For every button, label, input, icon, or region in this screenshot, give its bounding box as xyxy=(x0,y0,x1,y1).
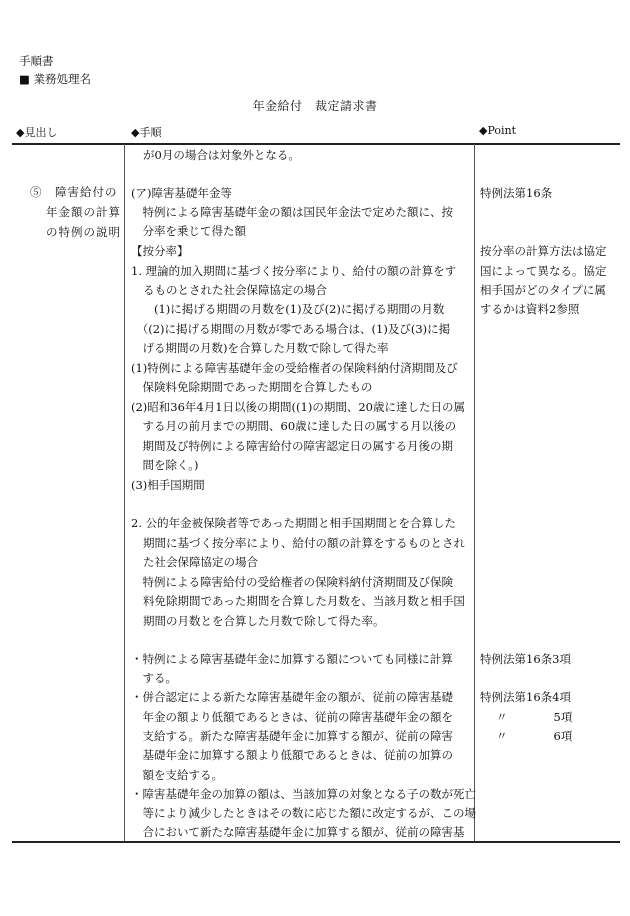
procedure-line: (1)特例による障害基礎年金の受給権者の保険料納付済期間及び xyxy=(131,361,458,375)
procedure-line: た社会保障協定の場合 xyxy=(143,555,258,569)
document-type: 手順書 xyxy=(19,54,54,68)
procedure-line: が0月の場合は対象外となる。 xyxy=(143,148,300,162)
procedure-line: 特例による障害給付の受給権者の保険料納付済期間及び保険 xyxy=(131,575,453,589)
procedure-line: ・特例による障害基礎年金に加算する額についても同様に計算 xyxy=(131,652,453,666)
point-note: 相手国がどのタイプに属 xyxy=(480,283,606,297)
procedure-line: 合において新たな障害基礎年金に加算する額が、従前の障害基 xyxy=(131,825,465,839)
procedure-line: 等により減少したときはその数に応じた額に改定するが、この場 xyxy=(131,806,476,820)
procedure-line: （(2)に掲げる期間の月数が零である場合は、(1)及び(3)に掲 xyxy=(131,322,451,336)
point-note: 〃 5項 xyxy=(496,710,573,724)
column-heading-point: ◆Point xyxy=(479,124,517,137)
procedure-line: 支給する。新たな障害基礎年金に加算する額が、従前の障害 xyxy=(131,729,453,743)
procedure-line: (ア)障害基礎年金等 xyxy=(131,186,232,200)
procedure-line: (1)に掲げる期間の月数を(1)及び(2)に掲げる期間の月数 xyxy=(131,302,445,316)
procedure-line: るものとされた社会保障協定の場合 xyxy=(143,283,327,297)
point-note: 〃 6項 xyxy=(496,729,573,743)
section-heading-line-3: の特例の説明 xyxy=(46,225,121,239)
procedure-line: 年金の額より低額であるときは、従前の障害基礎年金の額を xyxy=(131,710,453,724)
procedure-line: 期間及び特例による障害給付の障害認定日の属する月後の期 xyxy=(131,439,453,453)
procedure-line: する。 xyxy=(131,671,177,685)
procedure-line: げる期間の月数)を合算した月数で除して得た率 xyxy=(131,341,389,355)
table-top-rule xyxy=(12,143,620,145)
procedure-line: 額を支給する。 xyxy=(131,768,223,782)
page-title: 年金給付 裁定請求書 xyxy=(252,99,378,113)
procedure-line: 【按分率】 xyxy=(131,244,189,258)
procedure-line: 基礎年金に加算する額より低額であるときは、従前の加算の xyxy=(131,748,453,762)
point-note: 国によって異なる。協定 xyxy=(480,264,607,278)
procedure-line: ・併合認定による新たな障害基礎年金の額が、従前の障害基礎 xyxy=(131,690,453,704)
procedure-line: 期間の月数とを合算した月数で除して得た率。 xyxy=(143,614,385,628)
procedure-line: 間を除く。) xyxy=(131,458,199,472)
procedure-line: 期間に基づく按分率により、給付の額の計算をするものとされ xyxy=(143,536,465,550)
table-bottom-rule xyxy=(12,841,620,843)
section-heading-line-2: 年金額の計算 xyxy=(46,205,121,219)
point-note: 特例法第16条3項 xyxy=(480,652,571,666)
column-divider-right xyxy=(474,144,475,841)
column-divider-left xyxy=(124,144,125,841)
procedure-line: 2. 公的年金被保険者等であった期間と相手国期間とを合算した xyxy=(131,516,457,530)
procedure-line: 特例による障害基礎年金の額は国民年金法で定めた額に、按 xyxy=(131,205,453,219)
procedure-line: 分率を乗じて得た額 xyxy=(131,224,246,238)
column-heading-procedure: ◆手順 xyxy=(131,126,162,139)
point-note: 特例法第16条4項 xyxy=(480,690,571,704)
procedure-line: (3)相手国期間 xyxy=(131,478,205,492)
point-note: 按分率の計算方法は協定 xyxy=(480,244,607,258)
point-note: するかは資料2参照 xyxy=(480,302,580,316)
section-heading-line-1: ⑤ 障害給付の xyxy=(30,185,118,199)
procedure-line: ・障害基礎年金の加算の額は、当該加算の対象となる子の数が死亡 xyxy=(131,787,476,801)
procedure-line: (2)昭和36年4月1日以後の期間((1)の期間、20歳に達した日の属 xyxy=(131,400,465,414)
business-name-label: ■ 業務処理名 xyxy=(19,72,92,86)
procedure-line: 料免除期間であった期間を合算した月数を、当該月数と相手国 xyxy=(143,594,465,608)
point-note: 特例法第16条 xyxy=(480,186,553,200)
column-heading-midashi: ◆見出し xyxy=(16,126,58,139)
procedure-line: 1. 理論的加入期間に基づく按分率により、給付の額の計算をす xyxy=(131,264,457,278)
procedure-line: する月の前月までの期間、60歳に達した日の属する月以後の xyxy=(131,419,457,433)
procedure-line: 保険料免除期間であった期間を合算したもの xyxy=(131,380,373,394)
